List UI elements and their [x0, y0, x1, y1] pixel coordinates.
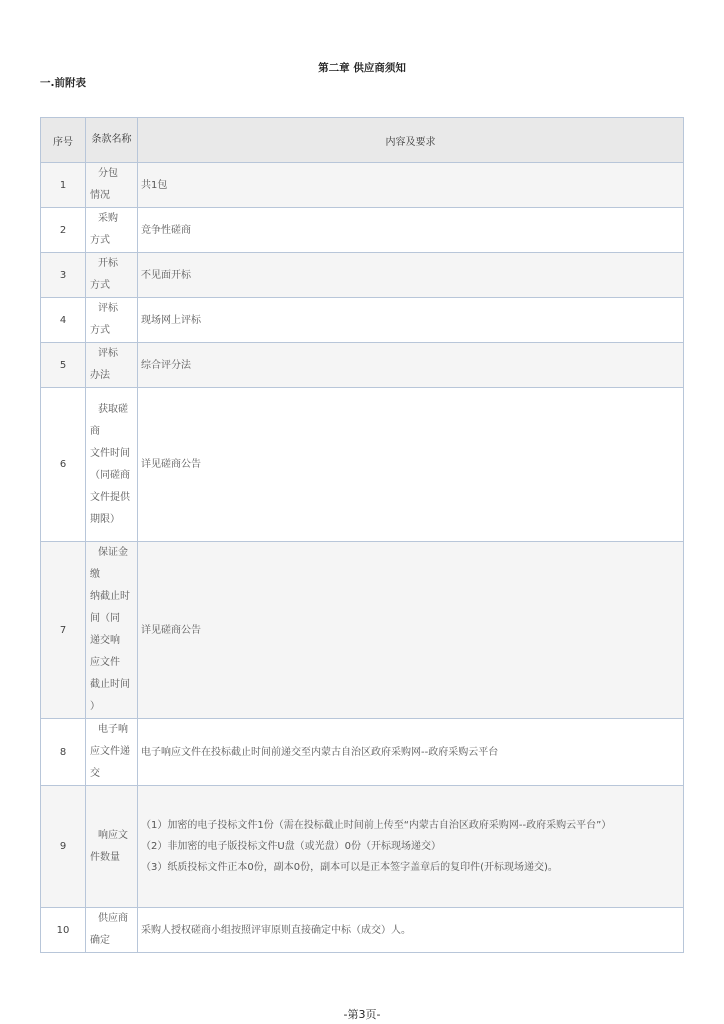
clause-name: 电子响 应文件递 交: [86, 719, 138, 786]
clause-name: 获取磋商 文件时间 （同磋商 文件提供 期限）: [86, 388, 138, 542]
content-line: 综合评分法: [141, 359, 191, 371]
clause-content: [138, 542, 684, 719]
clause-name: 响应文 件数量: [86, 786, 138, 908]
row-number: 7: [41, 542, 86, 719]
requirements-table: [40, 117, 684, 953]
content-line: 现场网上评标: [141, 314, 201, 326]
row-number: 9: [41, 786, 86, 908]
row-number: 5: [41, 343, 86, 388]
content-line: 共1包: [141, 179, 168, 191]
header-name: 条款名称: [86, 118, 138, 163]
table-row: [41, 719, 684, 786]
table-row: [41, 786, 684, 908]
clause-content: [138, 786, 684, 908]
table-row: [41, 908, 684, 953]
content-line: 详见磋商公告: [141, 459, 201, 470]
content-line: 采购人授权磋商小组按照评审原则直接确定中标（成交）人。: [141, 924, 411, 936]
header-content: 内容及要求: [138, 118, 684, 163]
content-line: （1）加密的电子投标文件1份（需在投标截止时间前上传至“内蒙古自治区政府采购网--政府采购云平台”）: [141, 820, 612, 831]
table-row: [41, 253, 684, 298]
row-number: 3: [41, 253, 86, 298]
clause-name: 分包 情况: [86, 163, 138, 208]
clause-content: [138, 253, 684, 298]
content-line: （2）非加密的电子版投标文件U盘（或光盘）0份（开标现场递交）: [141, 841, 442, 852]
content-line: （3）纸质投标文件正本0份，副本0份，副本可以是正本签字盖章后的复印件(开标现场递交)。: [141, 862, 558, 873]
header-no: 序号: [41, 118, 86, 163]
content-line: 详见磋商公告: [141, 624, 201, 636]
row-number: 2: [41, 208, 86, 253]
table-header-row: [41, 118, 684, 163]
row-number: 1: [41, 163, 86, 208]
table-row: [41, 298, 684, 343]
clause-content: [138, 343, 684, 388]
section-title: 一.前附表: [40, 77, 86, 89]
page-number: -第3页-: [343, 1008, 381, 1021]
clause-content: [138, 208, 684, 253]
clause-name: 采购 方式: [86, 208, 138, 253]
table-row: [41, 208, 684, 253]
clause-name: 评标 办法: [86, 343, 138, 388]
content-line: 竞争性磋商: [141, 224, 191, 236]
clause-content: [138, 388, 684, 542]
table-row: [41, 163, 684, 208]
content-line: 不见面开标: [141, 269, 191, 281]
row-number: 6: [41, 388, 86, 542]
row-number: 8: [41, 719, 86, 786]
clause-name: 开标 方式: [86, 253, 138, 298]
table-row: [41, 542, 684, 719]
clause-name: 供应商 确定: [86, 908, 138, 953]
clause-name: 保证金缴 纳截止时 间（同 递交响 应文件 截止时间 ）: [86, 542, 138, 719]
clause-content: [138, 298, 684, 343]
table-row: [41, 388, 684, 542]
chapter-title: 第二章 供应商须知: [318, 62, 406, 74]
clause-name: 评标 方式: [86, 298, 138, 343]
row-number: 4: [41, 298, 86, 343]
clause-content: [138, 719, 684, 786]
content-line: 电子响应文件在投标截止时间前递交至内蒙古自治区政府采购网--政府采购云平台: [141, 746, 499, 758]
clause-content: [138, 163, 684, 208]
table-row: [41, 343, 684, 388]
row-number: 10: [41, 908, 86, 953]
clause-content: [138, 908, 684, 953]
